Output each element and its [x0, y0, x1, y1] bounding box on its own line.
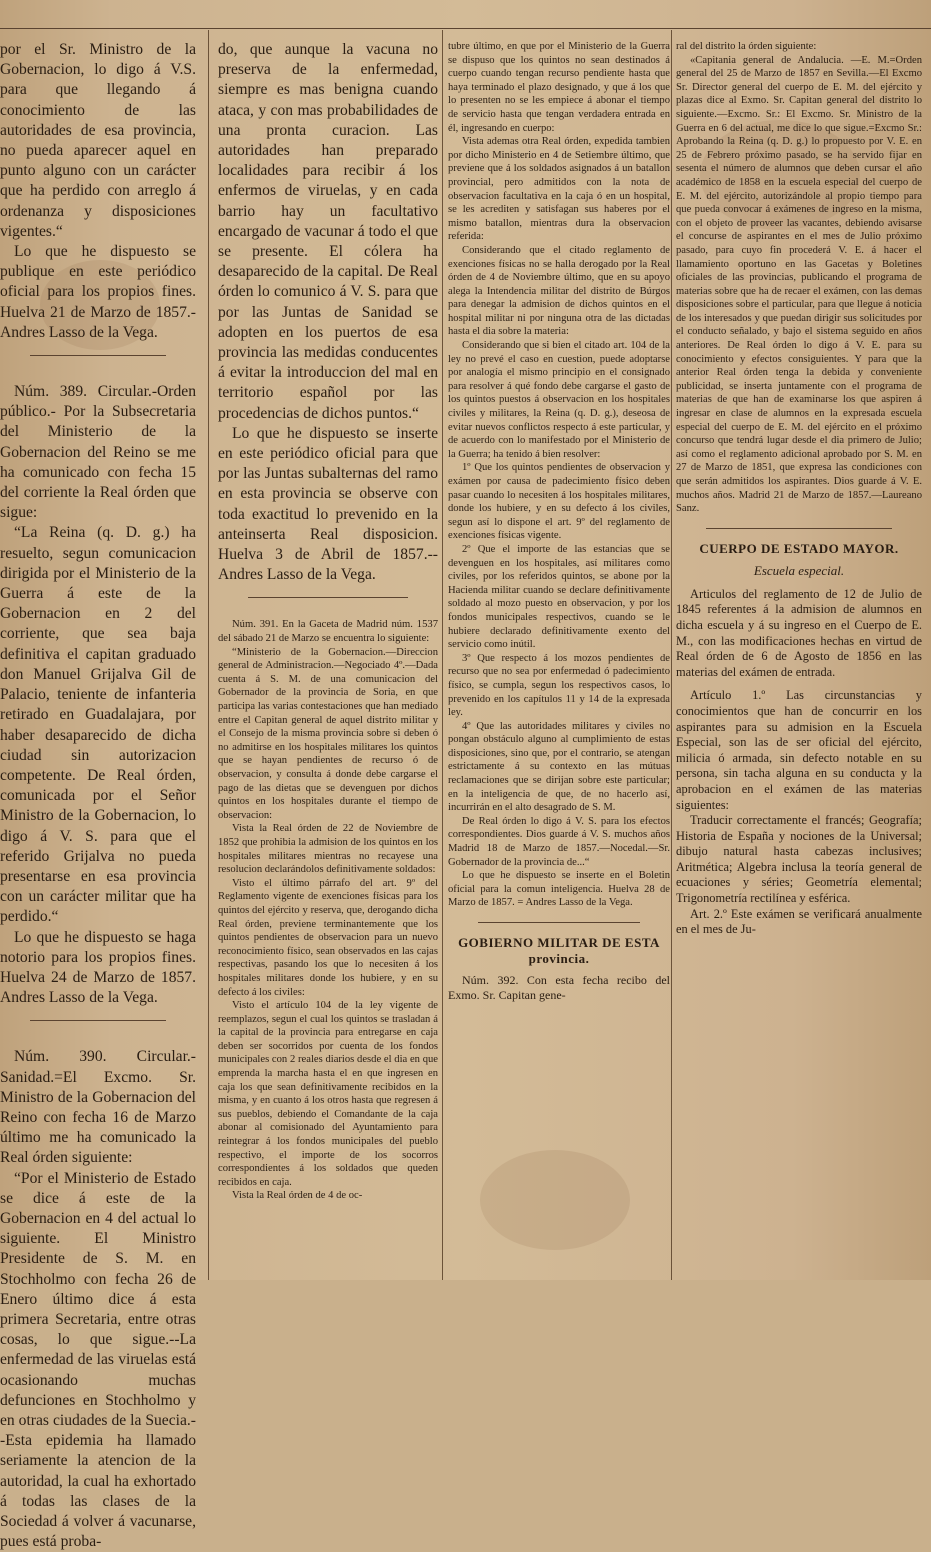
paragraph: Considerando que si bien el citado art. 104 de la ley no prevé el caso en cuestion, puede adoptarse por analogía el mismo principio en el consignado para resolver á qué fondo debe cargarse el gasto de los quintos puestos á observacion en los hospitales civiles y militares, la Reina (q. D. g.), deseosa de evitar nuevos conflictos respecto á este particular, y de acuerdo con lo manifestado por el Ministerio de la Guerra; ha tenido á bien resolver: [448, 340, 670, 460]
article-390-intro: Núm. 390. Circular.-Sanidad.=El Excmo. Sr. Ministro de la Gobernacion del Reino con fecha 16 de Marzo último me ha comunicado la Real órden siguiente: [0, 1048, 196, 1167]
article-390-order: “Por el Ministerio de Estado se dice á este de la Gobernacion en 4 del actual lo siguiente. El Ministro Presidente de S. M. en Stochholmo con fecha 26 de Enero último dice á esta primera Secretaria, entre otras cosas, lo que sigue.--La enfermedad de las viruelas está ocasionando muchas defunciones en Stochholmo y en otras ciudades de la Suecia.--Esta epidemia ha llamado seriamente la atencion de la autoridad, la cual ha exhortado á todas las clases de la Sociedad á volver á vacunarse, pues está proba- [0, 1169, 196, 1551]
paragraph: Visto el último párrafo del art. 9º del Reglamento vigente de exenciones físicas para los quintos del ejército y reserva, que, derogando dicha Real órden, previene terminantemente que los quintos pendientes de observacion para un nuevo reconocimiento físico, sean observados en las cajas respectivas, pasando los que lo necesiten á los hospitales militares donde los hubiere, y en su defecto á los civiles: [218, 877, 438, 998]
column-4 [676, 40, 922, 938]
paragraph: 4º Que las autoridades militares y civiles no pongan obstáculo alguno al cumplimiento de estas disposiciones, sino que, por el contrario, se atengan estrictamente á su contexto en las mútuas reclamaciones que se dirijan sobre este particular; en la inteligencia de que, de no hacerlo así, incurrirán en el alto desagrado de S. M. [448, 720, 670, 814]
paragraph: Vista ademas otra Real órden, expedida tambien por dicho Ministerio en 4 de Setiembre último, que previene que á los soldados asignados á un batallon provincial, pero admitidos con la nota de observacion facultativa en la caja ó en un hospital, se les acrediten y satisfagan sus haberes por el mismo batallon, mientras dura la observacion referida: [448, 136, 670, 243]
paragraph: ral del distrito la órden siguiente: [676, 41, 817, 52]
column-rule [671, 30, 672, 1280]
section-separator [30, 1020, 166, 1021]
paragraph: Lo que he dispuesto se inserte en el Boletin oficial para la comun inteligencia. Huelva 28 de Marzo de 1857. = Andres Lasso de la Vega. [448, 870, 670, 909]
paragraph: 1º Que los quintos pendientes de observacion y exámen por causa de padecimiento físico deben pasar cuando lo necesiten á los hospitales militares, donde los hubiere, y en su defecto á los civiles, segun así lo dispone el art. 9º del reglamento de exenciones físicas vigente. [448, 462, 670, 542]
paragraph: Traducir correctamente el francés; Geografía; Historia de España y nociones de la Universal; dibujo natural hasta cabezas inclusives; Aritmética; Algebra inclusa la teoría general de ecuaciones y séries; Geometría elemental; Trigonometría rectilínea y esférica. [676, 813, 922, 906]
paragraph: 2º Que el importe de las estancias que se devenguen en los hospitales, así militares como civiles, por los referidos quintos, se abone por la Hacienda militar cuando se declare definitivamente soldado al mozo puesto en observacion, y por los fondos municipales respectivos, cuando se le hubiere declarado definitivamente exento del servicio como inútil. [448, 543, 670, 651]
column-rule [208, 30, 209, 1280]
article-389-order: “La Reina (q. D. g.) ha resuelto, segun comunicacion dirigida por el Ministerio de la Guerra á este de la Gobernacion en 2 del corriente, que sea baja definitiva el capitan graduado don Manuel Grijalva Gil de Palacio, teniente de infanteria retirado en Guadalajara, por haber desaparecido de dicha ciudad sin autorizacion competente. De Real órden, comunicada por el Señor Ministro de la Gobernacion, lo digo á V. S. para que el referido Grijalva no pueda presentarse en esa provincia con un carácter militar que ha perdido.“ [0, 524, 196, 926]
paragraph: Vista la Real órden de 4 de oc- [232, 1190, 363, 1202]
column-3 [448, 40, 670, 1003]
paragraph: tubre último, en que por el Ministerio de la Guerra se dispuso que los quintos no sean destinados á cuerpo cuando tengan recurso pendiente hasta que haya terminado el plazo designado, y que á los que lo presenten no se les empiece á abonar el tiempo de servicio hasta que tengan verdadera entrada en él, ingresando en cuerpo: [448, 41, 670, 134]
paragraph: De Real órden lo digo á V. S. para los efectos correspondientes. Dios guarde á V. S. muchos años Madrid 18 de Marzo de 1857.—Nocedal.—Sr. Gobernador de la provincia de...“ [448, 815, 670, 868]
article-389-intro: Núm. 389. Circular.-Orden público.- Por la Subsecretaria del Ministerio de la Gobernacion del Reino se me ha comunicado con fecha 15 del corriente la Real órden que sigue: [0, 383, 196, 522]
section-heading-gobierno-militar: GOBIERNO MILITAR DE ESTA provincia. [458, 935, 660, 966]
section-separator [30, 355, 166, 356]
article-391-intro: Núm. 391. En la Gaceta de Madrid núm. 1537 del sábado 21 de Marzo se encuentra lo siguiente: [218, 619, 438, 645]
section-heading-estado-mayor: CUERPO DE ESTADO MAYOR. [699, 540, 899, 556]
paragraph: Lo que he dispuesto se publique en este periódico oficial para los propios fines. Huelva 21 de Marzo de 1857.-Andres Lasso de la Vega. [0, 243, 196, 341]
paragraph: do, que aunque la vacuna no preserva de la enfermedad, siempre es mas benigna cuando ataca, y con mas probabilidades de una pronta curacion. Las autoridades han preparado localidades para recibir á los enfermos de viruelas, y en cada barrio hay un facultativo encargado de vacunar á todo el que se presente. El cólera ha desaparecido de la capital. De Real órden lo comunico á V. S. para que por las Juntas de Sanidad se adopten en los puertos de esa provincia las medidas conducentes á evitar la introduccion del mal en territorio español por las procedencias de dichos puntos.“ [218, 41, 438, 422]
section-separator [706, 528, 892, 529]
paragraph: «Capitania general de Andalucia. —E. M.=Orden general del 25 de Marzo de 1857 en Sevilla.—El Excmo Sr. Director general del cuerpo de E. M. del ejército y plazas dice al Exmo. Sr. Capitan general del distrito lo siguiente.—Excmo. Sr.: El Excmo. Sr. Ministro de la Guerra en 6 del actual, me dice lo que sigue.=Excmo Sr.: Aprobando la Reina (q. D. g.) lo propuesto por V. E. en 25 de Febrero próximo pasado, se ha servido fijar en sesenta el número de alumnos que deben cursar el año académico de 1858 en la escuela especial del cuerpo de E. M. del ejército, autorizándole al propio tiempo para que pueda convocar á exámenes de ingreso en la misma, con el objeto de proveer las vacantes, debiendo avisarse el concurse de aspirantes en el mes de Julio próximo pasado, para cuyo fin procederá V. E. á hacer el llamamiento oportuno en las Gacetas y Boletines oficiales de las provincias, publicando el programa de materias sobre que ha de recaer el exámen, con las demas disposiciones sobre el particular, para que llegue á noticia de los interesados y que puedan dirigir sus solicitudes por el conducto señalado, y bajo el sistema seguido en años anteriores. De Real órden lo digo á V. E. para su conocimiento y efectos consiguientes. Y para que la anterior Real órden tenga la debida y conveniente publicidad, se inserta juntamente con el programa de materias de que han de examinarse los que aspiren á ingresar en clase de alumnos en la expresada escuela especial del cuerpo de E. M. del ejército en el próximo concurso que tendrá lugar desde el dia primero de Julio; así como el reglamento adicional aprobado por S. M. en 27 de Marzo de 1851, que expresa las condiciones con que serán admitidos los aspirantes. Dios guarde á V. E. muchos años. Madrid 21 de Marzo de 1857.—Laureano Sanz. [676, 54, 922, 515]
paragraph: Artículo 1.º Las circunstancias y conocimientos que han de concurrir en los aspirantes para su admision en la Escuela Especial, son las de ser oficial del ejército, milicia ó armada, sin defecto notable en su persona, sin tacha alguna en su conducta y la aprobacion en el exámen de las materias siguientes: [676, 688, 922, 812]
column-2 [218, 40, 438, 1203]
paragraph: Visto el artículo 104 de la ley vigente de reemplazos, segun el cual los quintos se trasladan á la capital de la provincia para entregarse en caja deben ser socorridos por cuenta de los fondos municipales con 2 reales diarios desde el dia en que emprenda la marcha hasta el en que ingresen en caja los que sean definitivamente recibidos en la misma, y en cuanto á los otros hasta que regresen á sus pueblos, debiendo el Comandante de la caja abonar al comisionado del Ayuntamiento para reintegrar á los fondos municipales del pueblo respectivo, el importe de los socorros correspondientes á los soldados que queden recibidos en caja. [218, 1000, 438, 1188]
section-separator [248, 597, 408, 598]
section-separator [478, 922, 640, 923]
paragraph: “Ministerio de la Gobernacion.—Direccion general de Administracion.—Negociado 4º.—Dada cuenta á S. M. de una comunicacion del Gobernador de la provincia de Soria, en que participa las varias contestaciones que han mediado entre el Capitan general de aquel distrito militar y el Consejo de la misma provincia sobre si deben ó no admitirse en los hospitales militares los quintos que se hayan pendientes de recurso ó de observacion, y consulta á donde debe cargarse el pago de las dietas que se devenguen por dichos quintos en los hospitales durante el tiempo de observacion: [218, 646, 438, 821]
paragraph: Lo que he dispuesto se haga notorio para los propios fines. Huelva 24 de Marzo de 1857. Andres Lasso de la Vega. [0, 928, 196, 1007]
paper-stain [480, 1150, 630, 1250]
paragraph: Art. 2.º Este exámen se verificará anualmente en el mes de Ju- [676, 906, 922, 937]
paragraph: Vista la Real órden de 22 de Noviembre de 1852 que prohibia la admision de los quintos en los hospitales militares mientras no recayese una resolucion declarándolos definitivamente soldados: [218, 823, 438, 876]
column-rule [442, 30, 443, 1280]
column-1 [0, 40, 196, 1552]
paragraph: por el Sr. Ministro de la Gobernacion, lo digo á V.S. para que llegando á conocimiento de las autoridades de esa provincia, no pueda aparecer aquel en punto alguno con un carácter que ha perdido con arreglo á ordenanza y disposiciones vigentes.“ [0, 41, 196, 240]
article-392-intro: Núm. 392. Con esta fecha recibo del Exmo. Sr. Capitan gene- [448, 973, 670, 1002]
section-subheading: Escuela especial. [753, 562, 845, 578]
paragraph: Considerando que el citado reglamento de exenciones físicas no se halla derogado por la Real órden de 4 de Noviembre último, que en su apoyo alega la Intendencia militar del distrito de Búrgos para denegar la admision de dichos quintos en el hospital militar ni por ninguna otra de las dictadas hasta el dia sobre la materia: [448, 244, 670, 338]
paragraph: Lo que he dispuesto se inserte en este periódico oficial para que por las Juntas subalternas del ramo en esta provincia se observe con toda exactitud lo prevenido en la anteinserta Real disposicion. Huelva 3 de Abril de 1857.--Andres Lasso de la Vega. [218, 424, 438, 584]
paragraph: Articulos del reglamento de 12 de Julio de 1845 referentes á la admision de alumnos en dicha escuela y á su ingreso en el Cuerpo de E. M., con las modificaciones hechas en virtud de Real órden de 6 de Agosto de 1856 en las materias del exámen de entrada. [676, 586, 922, 679]
paragraph: 3º Que respecto á los mozos pendientes de recurso que no sea por enfermedad ó padecimiento físico, se cumpla, segun los respectivos casos, lo prevenido en los capítulos 11 y 14 de la expresada ley. [448, 652, 670, 719]
top-rule [0, 28, 931, 29]
